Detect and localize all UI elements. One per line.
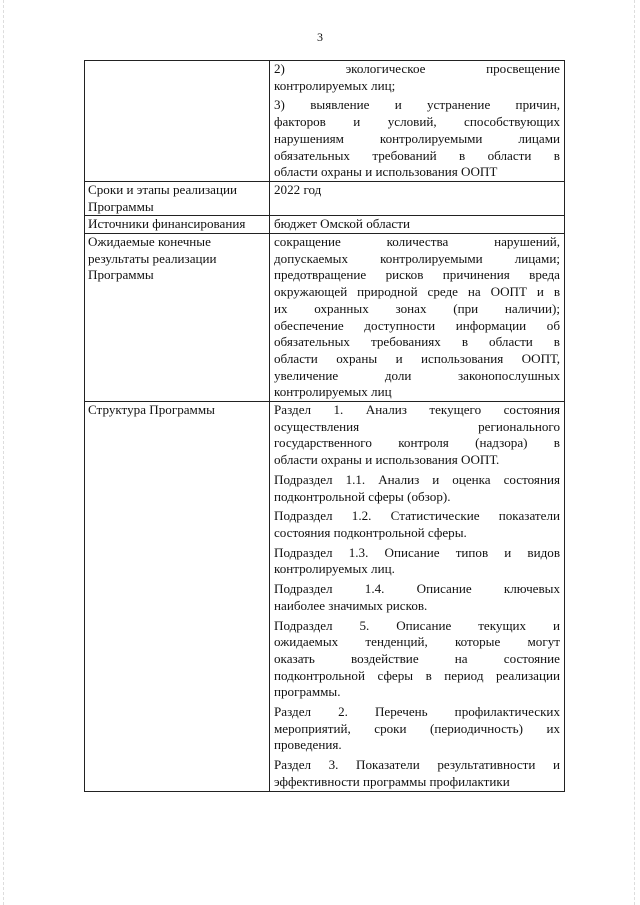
text-line: увеличение доли законопослушных <box>274 367 560 383</box>
text-line: мероприятий, сроки (периодичность) их <box>274 720 560 736</box>
paragraph <box>274 216 560 233</box>
row-value <box>270 216 565 234</box>
paragraph <box>274 757 560 790</box>
text-line: контролируемых лиц. <box>274 561 395 577</box>
text-line: обязательных требованиях в области в <box>274 334 560 350</box>
text-line: Подраздел 1.2. Статистические показатели <box>274 508 560 524</box>
text-line: осуществления регионального <box>274 418 560 434</box>
text-line: Подраздел 1.1. Анализ и оценка состояния <box>274 471 560 487</box>
text-line: 2) экологическое просвещение <box>274 61 560 76</box>
scan-edge-left <box>3 0 5 905</box>
text-line: области охраны и использования ООПТ <box>274 164 498 180</box>
page-number: 3 <box>317 30 323 44</box>
text-line: бюджет Омской области <box>274 216 410 232</box>
text-line: 3) выявление и устранение причин, <box>274 97 560 113</box>
text-line: их охранных зонах (при наличии); <box>274 300 560 316</box>
paragraph <box>274 234 560 401</box>
text-line: области охраны и использования ООПТ. <box>274 452 500 468</box>
text-line: обеспечение доступности информации об <box>274 317 560 333</box>
scan-edge-right <box>634 0 636 905</box>
text-line: ожидаемых тенденций, которые могут <box>274 634 560 650</box>
table-row <box>85 402 565 791</box>
text-line: предотвращение рисков причинения вреда <box>274 267 560 283</box>
row-value <box>270 61 565 182</box>
text-line: допускаемых контролируемыми лицами; <box>274 250 560 266</box>
row-label: Источники финансирования <box>85 216 270 234</box>
text-line: эффективности программы профилактики <box>274 773 510 789</box>
text-line: обязательных требований в области в <box>274 147 560 163</box>
text-line: факторов и условий, способствующих <box>274 114 560 130</box>
paragraph <box>274 618 560 702</box>
table-row <box>85 216 565 234</box>
text-line: области охраны и использования ООПТ, <box>274 350 560 366</box>
text-line: государственного контроля (надзора) в <box>274 435 560 451</box>
text-line: проведения. <box>274 737 342 753</box>
table-row <box>85 234 565 402</box>
text-line: окружающей природной среде на ООПТ и в <box>274 284 560 300</box>
row-label <box>85 61 270 182</box>
text-line: Раздел 2. Перечень профилактических <box>274 704 560 720</box>
paragraph <box>274 61 560 94</box>
row-label: Сроки и этапы реализации Программы <box>85 181 270 215</box>
paragraph <box>274 545 560 578</box>
paragraph <box>274 704 560 754</box>
program-passport-table <box>84 60 565 792</box>
text-line: подконтрольной сферы в период реализации <box>274 667 560 683</box>
paragraph <box>274 402 560 469</box>
text-line: нарушениям контролируемыми лицами <box>274 130 560 146</box>
text-line: подконтрольной сферы (обзор). <box>274 488 451 504</box>
text-line: наиболее значимых рисков. <box>274 597 428 613</box>
text-line: Подраздел 5. Описание текущих и <box>274 617 560 633</box>
paragraph <box>274 581 560 614</box>
paragraph <box>274 508 560 541</box>
text-line: Раздел 1. Анализ текущего состояния <box>274 402 560 418</box>
text-line: 2022 год <box>274 181 322 197</box>
row-value <box>270 181 565 215</box>
text-line: оказать воздействие на состояние <box>274 650 560 666</box>
text-line: Раздел 3. Показатели результативности и <box>274 757 560 773</box>
text-line: сокращение количества нарушений, <box>274 234 560 250</box>
text-line: программы. <box>274 684 341 700</box>
text-line: контролируемых лиц <box>274 384 392 400</box>
text-line: Подраздел 1.3. Описание типов и видов <box>274 544 560 560</box>
row-value <box>270 234 565 402</box>
row-label: Структура Программы <box>85 402 270 791</box>
paragraph <box>274 97 560 181</box>
text-line: Подраздел 1.4. Описание ключевых <box>274 581 560 597</box>
table-row <box>85 181 565 215</box>
paragraph <box>274 182 560 199</box>
table-row <box>85 61 565 182</box>
row-label: Ожидаемые конечные результаты реализации Программы <box>85 234 270 402</box>
row-value <box>270 402 565 791</box>
text-line: состояния подконтрольной сферы. <box>274 524 467 540</box>
paragraph <box>274 472 560 505</box>
text-line: контролируемых лиц; <box>274 77 396 93</box>
